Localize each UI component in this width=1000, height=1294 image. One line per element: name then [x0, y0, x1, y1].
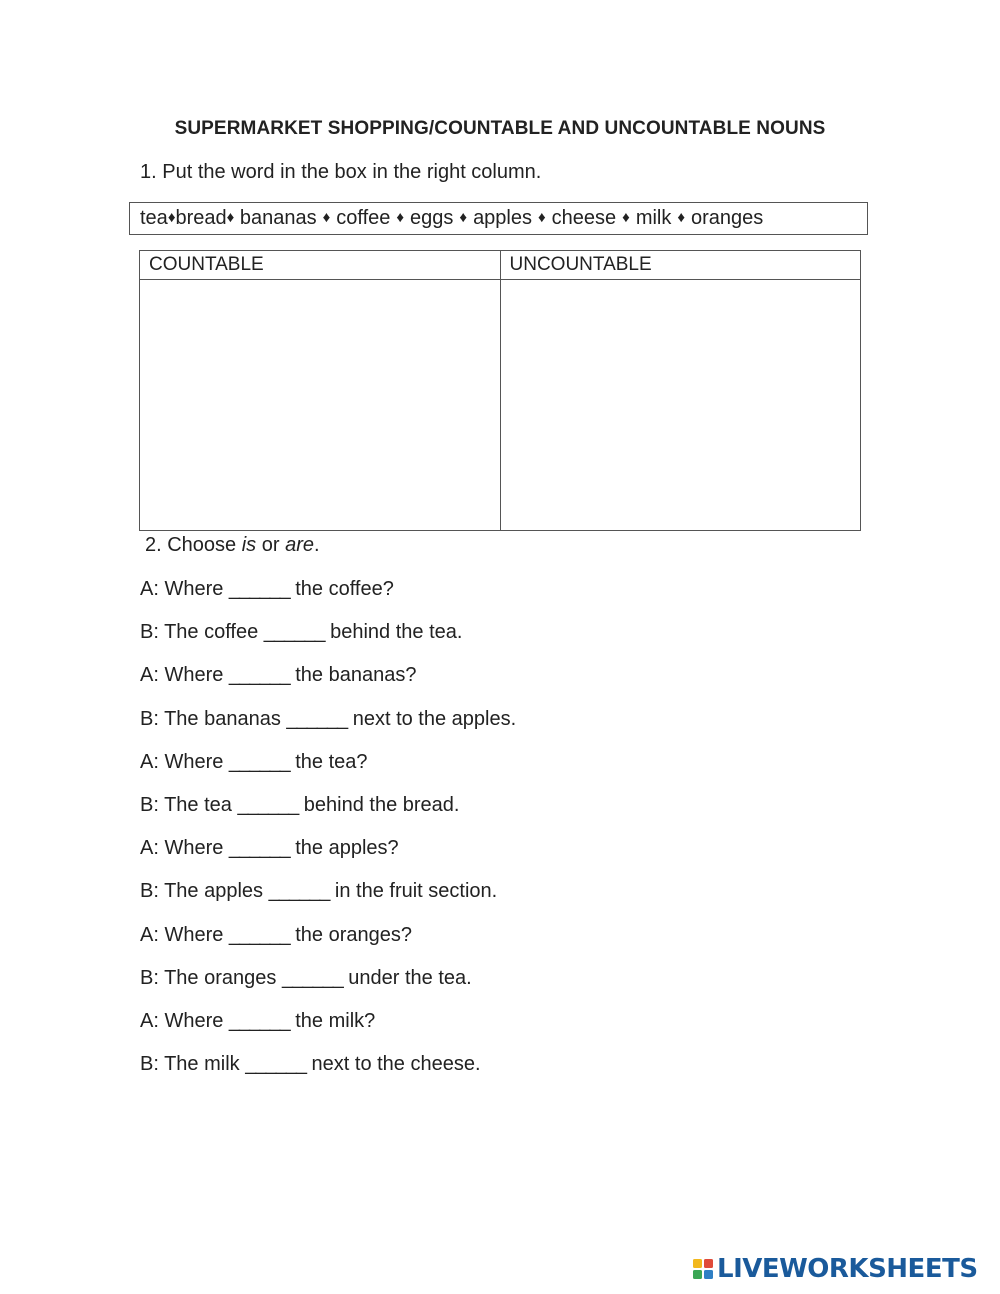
diamond-separator-icon: ♦: [322, 209, 331, 226]
line-text: behind the tea.: [324, 621, 463, 644]
line-text: the apples?: [289, 837, 399, 860]
line-text: B: The milk: [140, 1053, 246, 1076]
line-text: A: Where: [140, 578, 229, 600]
line-text: B: The oranges: [140, 966, 282, 989]
answer-blank[interactable]: ______: [228, 1009, 290, 1032]
word-box: [129, 202, 868, 235]
answer-blank[interactable]: ______: [245, 1053, 306, 1076]
countable-answer-cell[interactable]: [140, 280, 501, 531]
line-text: next to the apples.: [347, 707, 517, 730]
line-text: the tea?: [289, 750, 368, 773]
answer-blank[interactable]: ______: [228, 664, 290, 687]
answer-blank[interactable]: ______: [286, 707, 348, 730]
dialogue-line: [140, 836, 516, 879]
word-item: apples: [473, 207, 532, 229]
word-item: milk: [635, 207, 672, 229]
answer-blank[interactable]: ______: [228, 578, 290, 600]
sorting-table: [139, 250, 861, 531]
liveworksheets-logo[interactable]: [692, 1254, 978, 1284]
option-are: are: [285, 534, 314, 556]
option-is: is: [241, 534, 257, 556]
logo-text: LIVEWORKSHEETS: [717, 1254, 978, 1284]
word-item: cheese: [551, 207, 617, 229]
instruction-prefix: 2. Choose: [145, 534, 242, 556]
dialogue-line: [140, 577, 516, 620]
answer-blank[interactable]: ______: [237, 793, 299, 816]
diamond-separator-icon: ♦: [677, 209, 686, 226]
dialogue-line: [140, 750, 516, 793]
dialogue-line: [140, 663, 516, 706]
word-item: tea: [140, 207, 168, 229]
diamond-separator-icon: ♦: [167, 209, 176, 226]
line-text: A: Where: [140, 837, 229, 860]
line-text: the bananas?: [289, 664, 417, 687]
countable-column-header: COUNTABLE: [140, 251, 501, 280]
word-item: bread: [175, 207, 227, 229]
line-text: the oranges?: [289, 923, 412, 946]
line-text: A: Where: [140, 664, 229, 687]
exercise-2-instruction: [145, 534, 320, 557]
line-text: behind the bread.: [298, 793, 460, 816]
diamond-separator-icon: ♦: [538, 209, 546, 226]
liveworksheets-logo-icon: [692, 1258, 714, 1280]
uncountable-column-header: UNCOUNTABLE: [500, 251, 861, 280]
exercise-1-instruction: 1. Put the word in the box in the right column.: [140, 161, 542, 183]
line-text: B: The tea: [140, 793, 238, 816]
line-text: A: Where: [140, 750, 229, 773]
line-text: under the tea.: [342, 966, 472, 989]
line-text: next to the cheese.: [305, 1053, 481, 1076]
dialogue-line: [140, 966, 516, 1009]
line-text: A: Where: [140, 1009, 229, 1032]
dialogue-line: [140, 707, 516, 750]
line-text: the coffee?: [289, 578, 394, 600]
dialogue-line: [140, 620, 516, 663]
page-title: SUPERMARKET SHOPPING/COUNTABLE AND UNCOUNTABLE NOUNS: [174, 118, 826, 139]
word-item: bananas: [239, 207, 317, 229]
dialogue-line: [140, 1052, 516, 1095]
dialogue-line: [140, 923, 516, 966]
dialogue-line: [140, 1009, 516, 1052]
diamond-separator-icon: ♦: [396, 209, 405, 226]
line-text: in the fruit section.: [329, 880, 498, 903]
answer-blank[interactable]: ______: [263, 621, 325, 644]
word-item: coffee: [336, 207, 391, 229]
answer-blank[interactable]: ______: [228, 837, 290, 860]
line-text: B: The bananas: [140, 707, 287, 730]
uncountable-answer-cell[interactable]: [500, 280, 861, 531]
diamond-separator-icon: ♦: [226, 209, 235, 226]
answer-blank[interactable]: ______: [228, 750, 290, 773]
answer-blank[interactable]: ______: [228, 923, 290, 946]
diamond-separator-icon: ♦: [622, 209, 630, 226]
line-text: A: Where: [140, 923, 229, 946]
line-text: B: The coffee: [140, 621, 264, 644]
word-item: eggs: [410, 207, 454, 229]
word-item: oranges: [691, 207, 764, 229]
answer-blank[interactable]: ______: [281, 966, 343, 989]
instruction-suffix: .: [314, 534, 320, 556]
line-text: B: The apples: [140, 880, 269, 903]
instruction-or: or: [256, 534, 286, 556]
line-text: the milk?: [289, 1009, 376, 1032]
dialogue-line: [140, 879, 516, 922]
dialogue-list: [140, 577, 516, 1095]
dialogue-line: [140, 793, 516, 836]
answer-blank[interactable]: ______: [268, 880, 330, 903]
diamond-separator-icon: ♦: [459, 209, 468, 226]
